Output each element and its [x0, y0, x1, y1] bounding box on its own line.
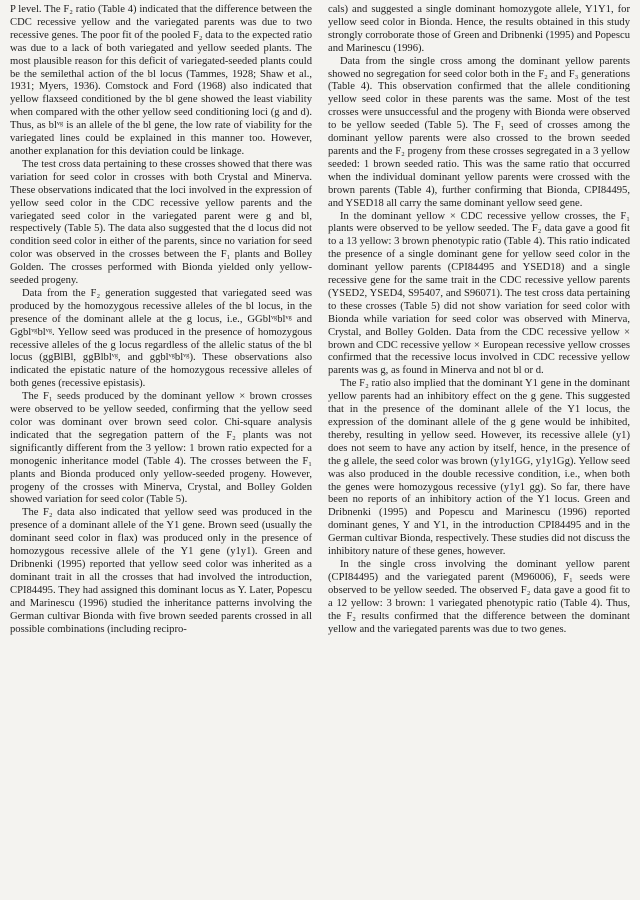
paragraph: In the single cross involving the dominant yellow parent (CPI84495) and the variegated parent (M96006), F₁ seeds were observed to be yellow seeded. The observed F₂ data gave a good fit to a 12 yellow: 3 brown: 1 variegated phenotypic ratio (Table 4). Thus, the F₂ results confirmed that the difference between the dominant yellow and the variegated parents was due to two genes. [328, 558, 630, 635]
paragraph: In the dominant yellow × CDC recessive yellow crosses, the F₁ plants were observed to be yellow seeded. The F₂ data gave a good fit to a 13 yellow: 3 brown phenotypic ratio (Table 4). This ratio indicated the presence of a single dominant gene for yellow seed color in the dominant yellow parents (CPI84495 and YSED18) and a single recessive gene for the same trait in the CDC recessive yellow parents (YSED2, YSED4, S95407, and S96071). The test cross data pertaining to these crosses (Table 5) did not show variation for seed color with Bionda while variation for seed color was observed with Minerva, Crystal, and Bolley Golden. Data from the CDC recessive yellow × brown and CDC recessive yellow × European recessive yellow crosses confirmed that the recessive locus involved in CDC recessive yellow parents was g, as found in Minerva and not bl or d. [328, 210, 630, 377]
right-column [328, 4, 630, 636]
paragraph: P level. The F₂ ratio (Table 4) indicated that the difference between the CDC recessive yellow and the variegated parents was due to two recessive genes. The poor fit of the pooled F₂ data to the expected ratio was due to a lack of both variegated and yellow seeded plants. The most plausible reason for this deficit of variegated-seeded plants could be the semilethal action of the bl locus (Tammes, 1928; Shaw et al., 1931; Myers, 1936). Comstock and Ford (1968) also indicated that yellow flaxseed conditioned by the bl gene showed the least viability when compared with the other yellow seed conditioning loci (g and d). Thus, as blᵛᵍ is an allele of the bl gene, the low rate of viability for the variegated lines could be explained in this manner too. However, another explanation for this deviation could be linkage. [10, 4, 312, 157]
two-column-body [10, 4, 630, 636]
paragraph: Data from the single cross among the dominant yellow parents showed no segregation for seed color both in the F₂ and F₃ generations (Table 4). This observation confirmed that the allele conditioning yellow seed color in these parents was the same. Most of the test crosses were unsuccessful and the progeny with Bionda were observed to be yellow seeded (Table 5). The F₁ seed of crosses among the dominant yellow parents were also crossed to the brown seeded parents and the F₂ progeny from these crosses segregated in a 3 yellow seeded: 1 brown seeded ratio. This was the same ratio that occurred when the individual dominant yellow parents were crossed with the brown parents (Table 4), further confirming that Bionda, CPI84495, and YSED18 all carry the same dominant yellow seed gene. [328, 55, 630, 209]
paragraph: Data from the F₂ generation suggested that variegated seed was produced by the homozygous recessive alleles of the bl locus, in the presence of the dominant allele at the g locus, i.e., GGblᵛᵍblᵛᵍ and Ggblᵛᵍblᵛᵍ. Yellow seed was produced in the presence of homozygous recessive alleles of the g locus regardless of the allelic status of the bl locus (ggBlBl, ggBlblᵛᵍ, and ggblᵛᵍblᵛᵍ). These observations also indicated the epistatic nature of the homozygous recessive alleles of both genes (recessive epistasis). [10, 287, 312, 390]
paragraph: The F₁ seeds produced by the dominant yellow × brown crosses were observed to be yellow seeded, confirming that the yellow seed color was dominant over brown seed color. Chi-square analysis indicated that the segregation pattern of the F₂ plants was not significantly different from the 3 yellow: 1 brown ratio expected for a monogenic inheritance model (Table 4). The crosses between the F₁ plants and Bionda produced only yellow-seeded progeny. However, progeny of the crosses with Minerva, Crystal, and Bolley Golden showed variation for seed color (Table 5). [10, 391, 312, 506]
paragraph: The F₂ data also indicated that yellow seed was produced in the presence of a dominant allele of the Y1 gene. Brown seed (usually the dominant seed color in flax) was produced only in the presence of homozygous recessive allele of the Y1 gene (y1y1). Green and Dribnenki (1995) reported that yellow seed color was inherited as a dominant trait in all the crosses that had involved the introduction, CPI84495. They had assigned this dominant locus as Y. Later, Popescu and Marinescu (1996) studied the inheritance patterns involving the German cultivar Bionda with five brown seeded parents crossed in all possible combinations (including recipro- [10, 507, 312, 635]
paragraph: The test cross data pertaining to these crosses showed that there was variation for seed color in crosses with both Crystal and Minerva. These observations indicated that the loci involved in the expression of yellow seed color in the CDC recessive yellow parents and the variegated seed color in the variegated parent were g and bl, respectively (Table 5). The data also suggested that the d locus did not condition seed color in either of the parents, since no variation for seed color was observed in the crosses between the F₁ plants and Bolley Golden. The crosses performed with Bionda yielded only yellow-seeded progeny. [10, 158, 312, 287]
left-column [10, 4, 312, 636]
paragraph: The F₂ ratio also implied that the dominant Y1 gene in the dominant yellow parents had an inhibitory effect on the g gene. This suggested that in the presence of the dominant allele of the Y1 locus, the expression of the dominant allele of the g gene would be inhibited, thereby, resulting in yellow seed. However, its recessive allele (y1) does not seem to have any action by itself, hence, in the presence of the g allele, the seed color was brown (y1y1GG, y1y1Gg). Yellow seed was also produced in the double recessive condition, i.e., when both the genes were homozygous recessive (y1y1 gg). So far, there have been no reports of an inhibitory action of the Y1 locus. Green and Dribnenki (1995) and Popescu and Marinescu (1996) reported dominant genes, Y and Y1, in the introduction CPI84495 and in the German cultivar Bionda, respectively. These studies did not discuss the inhibitory nature of these genes, however. [328, 378, 630, 558]
paragraph: cals) and suggested a single dominant homozygote allele, Y1Y1, for yellow seed color in Bionda. Hence, the results obtained in this study strongly corroborate those of Green and Dribnenki (1995) and Popescu and Marinescu (1996). [328, 4, 630, 54]
